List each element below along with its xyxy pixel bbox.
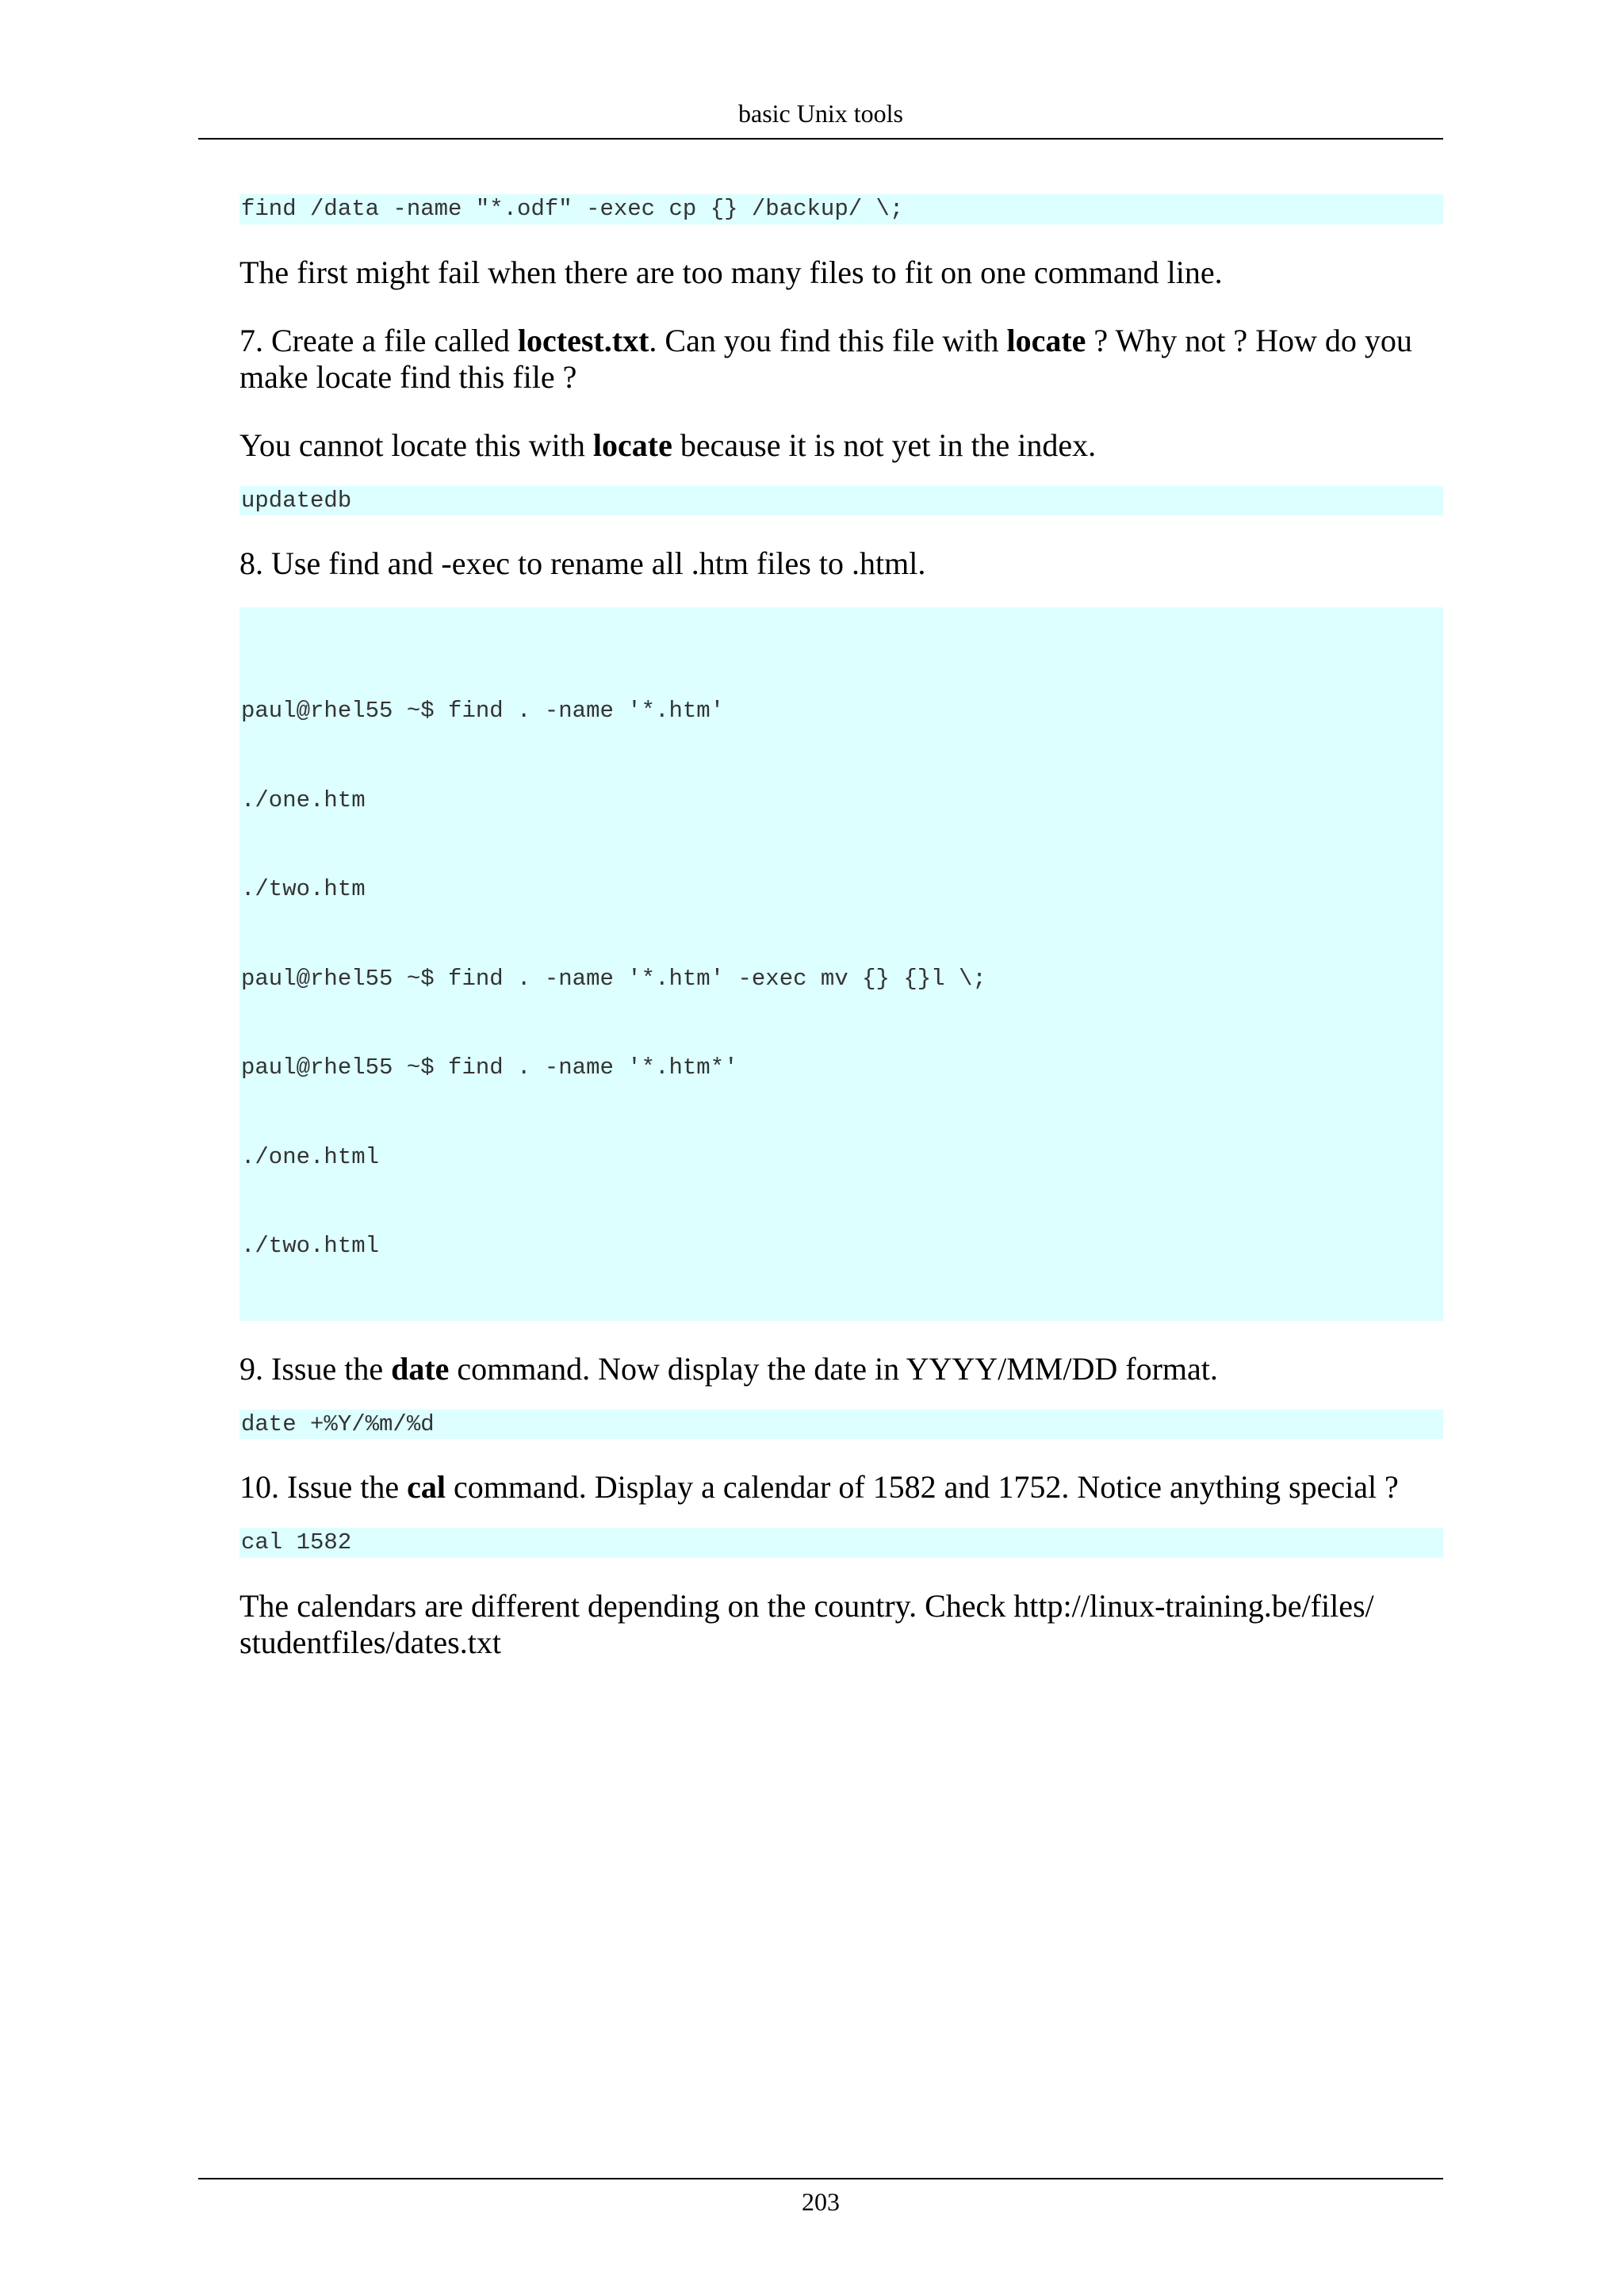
paragraph-first-might-fail: The first might fail when there are too many files to fit on one command line.	[239, 254, 1223, 290]
page-header	[198, 89, 1443, 140]
code-line: ./two.htm	[241, 876, 366, 902]
question-9	[239, 1351, 1443, 1387]
q10-text-a: 10. Issue the	[239, 1469, 408, 1505]
calendars-line-2: studentfiles/dates.txt	[239, 1624, 501, 1660]
code-line: paul@rhel55 ~$ find . -name '*.htm*'	[241, 1054, 738, 1081]
q9-bold-date: date	[391, 1350, 450, 1387]
cannot-locate-bold: locate	[592, 427, 672, 463]
q7-text-c: . Can you find this file with	[649, 322, 1007, 358]
page-footer	[198, 2178, 1443, 2224]
question-8: 8. Use find and -exec to rename all .htm files to .html.	[239, 545, 926, 581]
code-line: ./two.html	[241, 1233, 380, 1259]
paragraph-calendars	[239, 1588, 1443, 1661]
q7-bold-loctest: loctest.txt	[517, 322, 649, 358]
page-number: 203	[802, 2187, 840, 2216]
q10-bold-cal: cal	[407, 1469, 446, 1505]
q7-text-a: 7. Create a file called	[239, 322, 518, 358]
q7-text-d: ? Why not ? How do you make locate find this file ?	[239, 322, 1412, 395]
code-line: paul@rhel55 ~$ find . -name '*.htm' -exec mv {} {}l \;	[241, 965, 986, 992]
code-line: paul@rhel55 ~$ find . -name '*.htm'	[241, 698, 725, 724]
page-content	[239, 194, 1443, 1661]
q9-text-a: 9. Issue the	[239, 1350, 392, 1387]
header-title: basic Unix tools	[738, 99, 903, 128]
q7-bold-locate: locate	[1006, 322, 1086, 358]
code-block-rename-htm	[239, 607, 1443, 1321]
q9-text-c: command. Now display the date in YYYY/MM/DD format.	[449, 1350, 1218, 1387]
code-block-find-odf: find /data -name "*.odf" -exec cp {} /backup/ \;	[239, 194, 1443, 224]
q10-text-c: command. Display a calendar of 1582 and 1752. Notice anything special ?	[445, 1469, 1399, 1505]
code-block-updatedb: updatedb	[239, 486, 1443, 516]
paragraph-cannot-locate	[239, 427, 1443, 464]
question-7	[239, 323, 1443, 396]
code-line: ./one.htm	[241, 786, 366, 813]
calendars-line-1: The calendars are different depending on the country. Check http://linux-training.be/files/	[239, 1587, 1374, 1624]
cannot-locate-c: because it is not yet in the index.	[672, 427, 1097, 463]
code-block-cal: cal 1582	[239, 1528, 1443, 1558]
question-10	[239, 1469, 1443, 1506]
cannot-locate-a: You cannot locate this with	[239, 427, 593, 463]
code-line: ./one.html	[241, 1143, 380, 1170]
code-block-date: date +%Y/%m/%d	[239, 1410, 1443, 1440]
